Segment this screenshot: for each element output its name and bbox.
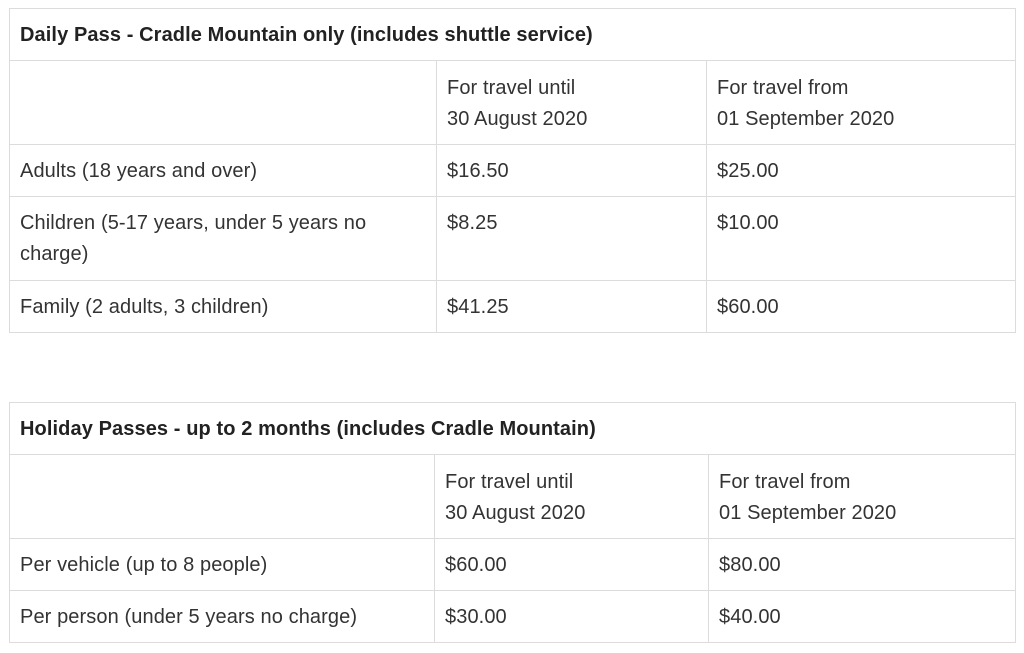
price-from: $25.00 <box>707 145 1016 197</box>
column-header-line: For travel until <box>447 77 576 99</box>
column-header-line: For travel from <box>719 471 851 493</box>
price-from: $60.00 <box>707 281 1016 333</box>
daily-pass-table <box>9 8 1016 333</box>
price-until: $8.25 <box>437 197 707 281</box>
column-header-until <box>437 61 707 145</box>
table-row <box>10 591 1016 643</box>
holiday-pass-table <box>9 402 1016 643</box>
table-row <box>10 197 1016 281</box>
column-header-date: 01 September 2020 <box>719 502 897 524</box>
empty-header-cell <box>10 61 437 145</box>
column-header-line: For travel until <box>445 471 574 493</box>
row-label: Per person (under 5 years no charge) <box>10 591 435 643</box>
table-header-row <box>10 455 1016 539</box>
price-until: $30.00 <box>435 591 709 643</box>
column-header-line: For travel from <box>717 77 849 99</box>
table-header-row <box>10 61 1016 145</box>
column-header-until <box>435 455 709 539</box>
column-header-date: 01 September 2020 <box>717 108 895 130</box>
row-label: Per vehicle (up to 8 people) <box>10 539 435 591</box>
row-label: Children (5-17 years, under 5 years no charge) <box>10 197 437 281</box>
daily-pass-title: Daily Pass - Cradle Mountain only (includes shuttle service) <box>10 9 1016 61</box>
price-until: $41.25 <box>437 281 707 333</box>
column-header-date: 30 August 2020 <box>447 108 588 130</box>
column-header-date: 30 August 2020 <box>445 502 586 524</box>
row-label: Family (2 adults, 3 children) <box>10 281 437 333</box>
price-from: $40.00 <box>709 591 1016 643</box>
table-row <box>10 539 1016 591</box>
price-from: $80.00 <box>709 539 1016 591</box>
table-row <box>10 281 1016 333</box>
price-until: $60.00 <box>435 539 709 591</box>
table-row <box>10 145 1016 197</box>
holiday-pass-title: Holiday Passes - up to 2 months (includes Cradle Mountain) <box>10 403 1016 455</box>
price-from: $10.00 <box>707 197 1016 281</box>
column-header-from <box>709 455 1016 539</box>
price-until: $16.50 <box>437 145 707 197</box>
empty-header-cell <box>10 455 435 539</box>
column-header-from <box>707 61 1016 145</box>
row-label: Adults (18 years and over) <box>10 145 437 197</box>
